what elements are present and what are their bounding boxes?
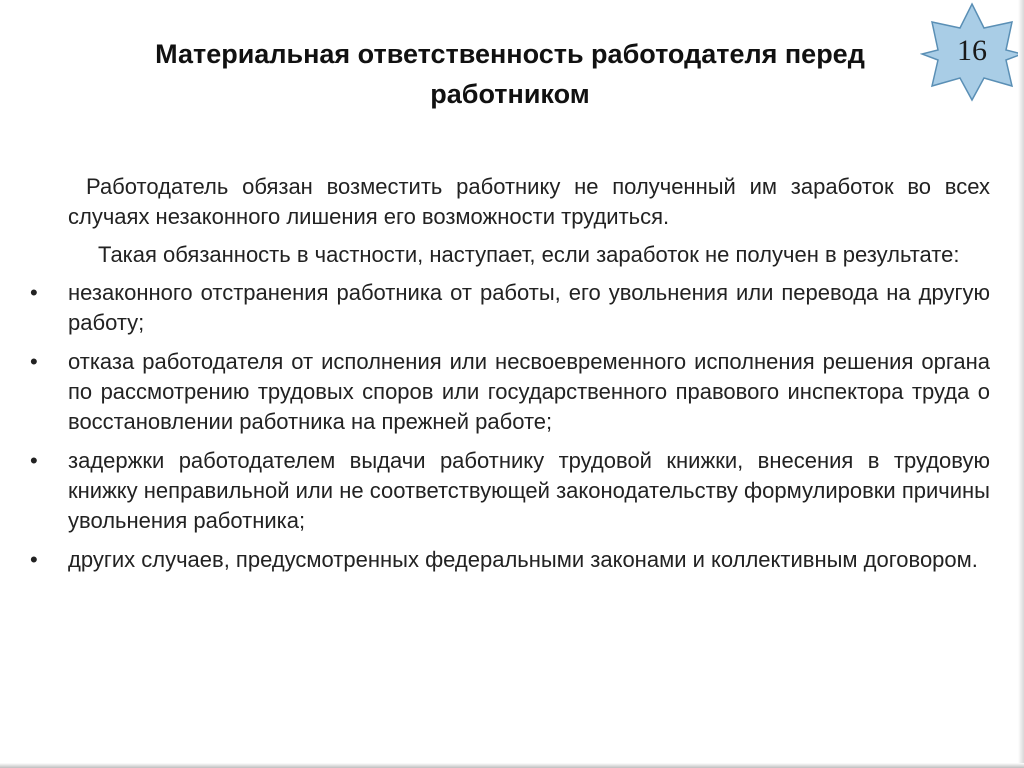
page-number: 16 — [957, 34, 987, 67]
list-item — [30, 545, 990, 575]
list-item — [30, 347, 990, 437]
list-item-text: задержки работодателем выдачи работнику трудовой книжки, внесения в трудовую книжку неправильной или не соответствующей законодательству формулировки причины увольнения работника; — [68, 448, 990, 533]
slide-shadow-right — [1018, 0, 1024, 768]
list-item-text: других случаев, предусмотренных федеральными законами и коллективным договором. — [68, 547, 978, 572]
bullet-icon: • — [30, 448, 38, 473]
list-item — [30, 278, 990, 338]
slide-shadow-bottom — [0, 763, 1024, 768]
bullet-icon: • — [30, 547, 38, 572]
bullet-list — [30, 278, 990, 575]
bullet-icon: • — [30, 349, 38, 374]
list-item-text: отказа работодателя от исполнения или несвоевременного исполнения решения органа по рассмотрению трудовых споров или государственного правового инспектора труда о восстановлении работника на прежней работе; — [68, 349, 990, 434]
bullet-icon: • — [30, 280, 38, 305]
slide-body — [30, 172, 990, 584]
list-item-text: незаконного отстранения работника от работы, его увольнения или перевода на другую работу; — [68, 280, 990, 335]
paragraph-intro: Работодатель обязан возместить работнику не полученный им заработок во всех случаях незаконного лишения его возможности трудиться. — [68, 174, 990, 229]
list-item — [30, 446, 990, 536]
paragraph-obligation: Такая обязанность в частности, наступает, если заработок не получен в результате: — [98, 242, 960, 267]
page-number-badge — [920, 2, 1024, 102]
slide-title: Материальная ответственность работодателя перед работником — [155, 39, 865, 109]
